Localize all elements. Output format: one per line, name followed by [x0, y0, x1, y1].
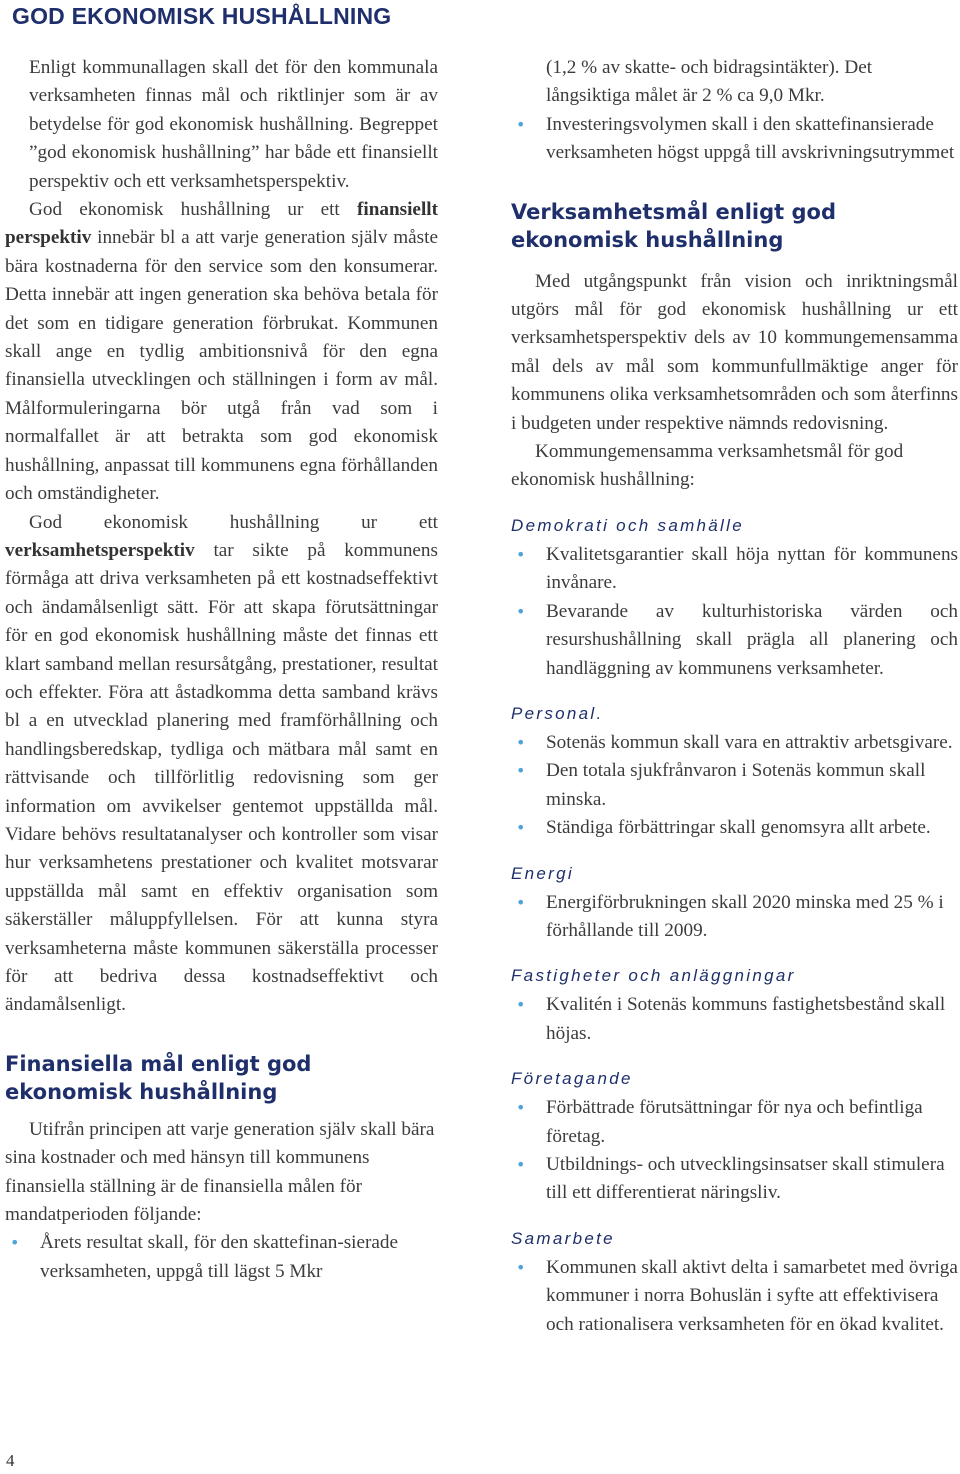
goal-list [511, 1094, 958, 1208]
goal-list [511, 889, 958, 946]
list-item-text: Investeringsvolymen skall i den skattefinansierade verksamheten högst uppgå till avskrivningsutrymmet [546, 113, 955, 164]
section-title: Företagande [511, 1069, 633, 1089]
operational-perspective-paragraph [5, 509, 438, 1020]
goal-list [511, 1254, 958, 1339]
list-item [511, 991, 958, 1048]
list-item-text: Årets resultat skall, för den skattefinan-sierade verksamheten, uppgå till lägst 5 Mkr [40, 1232, 399, 1282]
list-item [511, 541, 958, 598]
goal-section [511, 965, 958, 1048]
list-item-text: Kvalitetsgarantier skall höja nyttan för kommunens invånare. [546, 543, 958, 594]
list-item-text: Utbildnings- och utvecklingsinsatser skall stimulera till ett differentierat näringsliv. [546, 1153, 945, 1204]
text-span: God ekonomisk hushållning ur ett [29, 199, 357, 221]
goal-list [511, 729, 958, 843]
list-item [5, 1229, 438, 1286]
list-item-text: Energiförbrukningen skall 2020 minska med 25 % i förhållande till 2009. [546, 891, 944, 941]
intro-paragraph: Enligt kommunallagen skall det för den kommunala verksamheten finnas mål och riktlinjer som är av betydelse för god ekonomisk hushållning. Begreppet ”god ekonomisk hushållning” har både ett finansiellt perspektiv och ett verksamhetsperspektiv. [29, 57, 438, 192]
list-item-text: Den totala sjukfrånvaron i Sotenäs kommun skall minska. [546, 760, 926, 810]
goal-section [511, 863, 958, 946]
operational-goals-intro: Med utgångspunkt från vision och inriktningsmål utgörs mål för god ekonomisk hushållning ur ett verksamhetsperspektiv dels av 10 kommungemensamma mål dels av mål som kommunfullmäktige anger för kommunens olika verksamhetsområden och som återfinns i budgeten under respektive nämnds redovisning. [511, 270, 958, 434]
bullet-icon: • [516, 995, 526, 1015]
section-title: Energi [511, 863, 574, 883]
list-item-text: Kvalitén i Sotenäs kommuns fastighetsbestånd skall höjas. [546, 994, 946, 1044]
list-item-text: Bevarande av kulturhistoriska värden och resurshushållning skall prägla all planering och handläggning av kommunens verksamheter. [546, 600, 958, 679]
list-item [511, 1151, 958, 1208]
section-title: Fastigheter och anläggningar [511, 966, 796, 986]
bullet-icon: • [516, 1257, 526, 1277]
list-item-text: Kommunen skall aktivt delta i samarbetet med övriga kommuner i norra Bohuslän i syfte att effektivisera och rationalisera verksamheten för en ökad kvalitet. [546, 1256, 958, 1335]
operational-goals-heading: Verksamhetsmål enligt god ekonomisk hushållning [511, 199, 836, 252]
list-item [511, 757, 958, 814]
goal-section [511, 1068, 958, 1208]
financial-goals-continued-list [511, 54, 958, 168]
list-item [511, 814, 958, 842]
list-item-text: Ständiga förbättringar skall genomsyra allt arbete. [546, 817, 931, 839]
list-item [511, 1094, 958, 1151]
bold-term: finansiellt perspektiv [5, 199, 438, 249]
list-item [511, 111, 958, 168]
text-span: tar sikte på kommunens förmåga att driva verksamheten på ett kostnadseffektivt och ändamålsenligt sätt. För att skapa förutsättningar för en god ekonomisk hushållning måste det finnas ett klart samband mellan resursåtgång, prestationer, resultat och effekter. Föra att åstadkomma detta samband krävs bl a en utvecklad planering med framförhållning och handlingsberedskap, tydliga och mätbara mål samt en rättvisande och tillförlitlig redovisning som ger information om avvikelser gentemot uppställda mål. Vidare behövs resultatanalyser och kontroller som visar hur verksamhetens prestationer och kvalitet motsvarar uppställda mål samt en effektiv organisation som säkerställer måluppfyllelsen. För att kunna styra verksamheterna måste kommunen säkerställa processer för att bedriva dessa kostnadseffektivt och ändamålsenligt. [5, 539, 438, 1016]
financial-goals-intro: Utifrån principen att varje generation själv skall bära sina kostnader och med hänsyn till kommunens finansiella ställning är de finansiella målen för mandatperioden följande: [5, 1118, 435, 1226]
right-column [511, 54, 958, 1339]
list-item [511, 598, 958, 683]
bullet-icon: • [10, 1233, 20, 1253]
goal-list [511, 541, 958, 683]
list-item-text: Förbättrade förutsättningar för nya och befintliga företag. [546, 1097, 923, 1147]
bullet-icon: • [516, 761, 526, 781]
list-item-text: Sotenäs kommun skall vara en attraktiv arbetsgivare. [546, 731, 953, 753]
bullet-icon: • [516, 1098, 526, 1118]
bullet-icon: • [516, 892, 526, 912]
left-column [5, 54, 438, 1286]
goal-section [511, 703, 958, 843]
goal-section [511, 515, 958, 683]
section-title: Demokrati och samhälle [511, 515, 744, 535]
text-span: innebär bl a att varje generation själv måste bära kostnaderna för den service som den konsumerar. Detta innebär att ingen generation ska behöva betala för det som en tidigare generation förbrukat. Kommunen skall ange en tydlig ambitionsnivå för den egna finansiella utvecklingen och ställningen i form av mål. Målformuleringarna bör utgå från vad som i normalfallet är att betrakta som god ekonomisk hushållning, anpassat till kommunens egna förhållanden och omständigheter. [5, 227, 438, 505]
bullet-icon: • [516, 1154, 526, 1174]
bullet-icon: • [516, 732, 526, 752]
bullet-icon: • [516, 601, 526, 621]
bullet-icon: • [516, 114, 526, 134]
bullet-icon: • [516, 818, 526, 838]
financial-goals-list [5, 1229, 438, 1286]
section-title: Samarbete [511, 1228, 615, 1248]
financial-goals-heading: Finansiella mål enligt god ekonomisk hushållning [5, 1051, 312, 1104]
page-title: GOD EKONOMISK HUSHÅLLNING [12, 3, 392, 29]
financial-perspective-paragraph [5, 196, 438, 508]
bold-term: verksamhetsperspektiv [5, 539, 195, 561]
list-item [511, 729, 958, 757]
bullet-icon: • [516, 544, 526, 564]
list-item [511, 1254, 958, 1339]
goal-list [511, 991, 958, 1048]
list-item [511, 889, 958, 946]
text-span: God ekonomisk hushållning ur ett [29, 511, 438, 533]
operational-goals-intro-2: Kommungemensamma verksamhetsmål för god ekonomisk hushållning: [511, 441, 904, 491]
list-item-continuation [511, 54, 958, 111]
goal-section [511, 1228, 958, 1339]
section-title: Personal. [511, 703, 604, 723]
list-item-text: (1,2 % av skatte- och bidragsintäkter). Det långsiktiga målet är 2 % ca 9,0 Mkr. [546, 57, 873, 107]
page-number: 4 [6, 1451, 15, 1470]
